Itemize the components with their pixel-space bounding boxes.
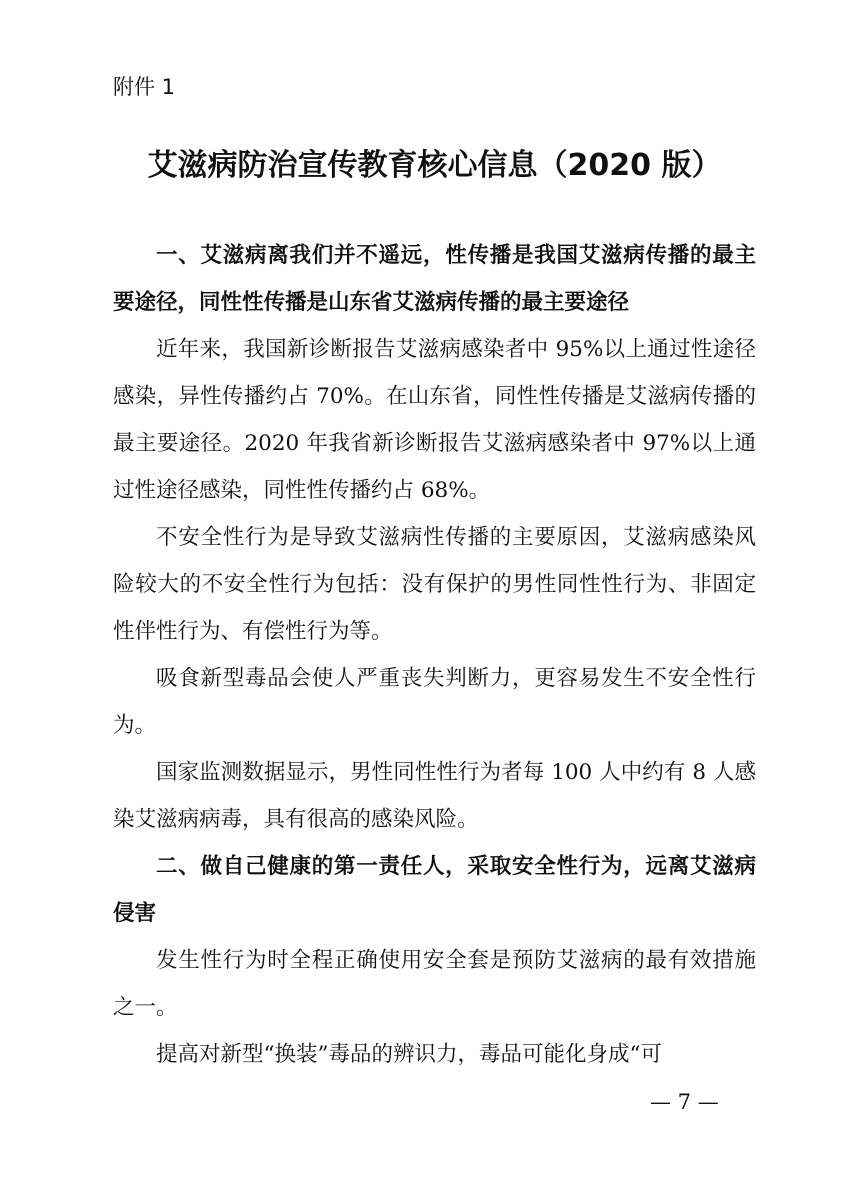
body-paragraph: 不安全性行为是导致艾滋病性传播的主要原因，艾滋病感染风险较大的不安全性行为包括：没有保护的男性同性性行为、非固定性伴性行为、有偿性行为等。 <box>113 525 756 644</box>
body-paragraph: 近年来，我国新诊断报告艾滋病感染者中 95%以上通过性途径感染，异性传播约占 70%。在山东省，同性性传播是艾滋病传播的最主要途径。2020 年我省新诊断报告艾滋病感染者中 97%以上通过性途径感染，同性性传播约占 68%。 <box>113 337 756 503</box>
section-heading-2: 二、做自己健康的第一责任人，采取安全性行为，远离艾滋病侵害 <box>113 854 756 926</box>
body-paragraph: 发生性行为时全程正确使用安全套是预防艾滋病的最有效措施之一。 <box>113 948 756 1020</box>
body-paragraph: 提高对新型“换装”毒品的辨识力，毒品可能化身成“可 <box>156 1042 662 1067</box>
attachment-label: 附件 1 <box>113 75 176 99</box>
section-heading-1: 一、艾滋病离我们并不遥远，性传播是我国艾滋病传播的最主要途径，同性性传播是山东省艾滋病传播的最主要途径 <box>113 243 756 315</box>
document-title: 艾滋病防治宣传教育核心信息（2020 版） <box>147 148 722 183</box>
document-body <box>113 232 756 1078</box>
page-number: — 7 — <box>650 1090 719 1114</box>
body-paragraph: 吸食新型毒品会使人严重丧失判断力，更容易发生不安全性行为。 <box>113 666 756 738</box>
body-paragraph: 国家监测数据显示，男性同性性行为者每 100 人中约有 8 人感染艾滋病病毒，具有很高的感染风险。 <box>113 760 756 832</box>
